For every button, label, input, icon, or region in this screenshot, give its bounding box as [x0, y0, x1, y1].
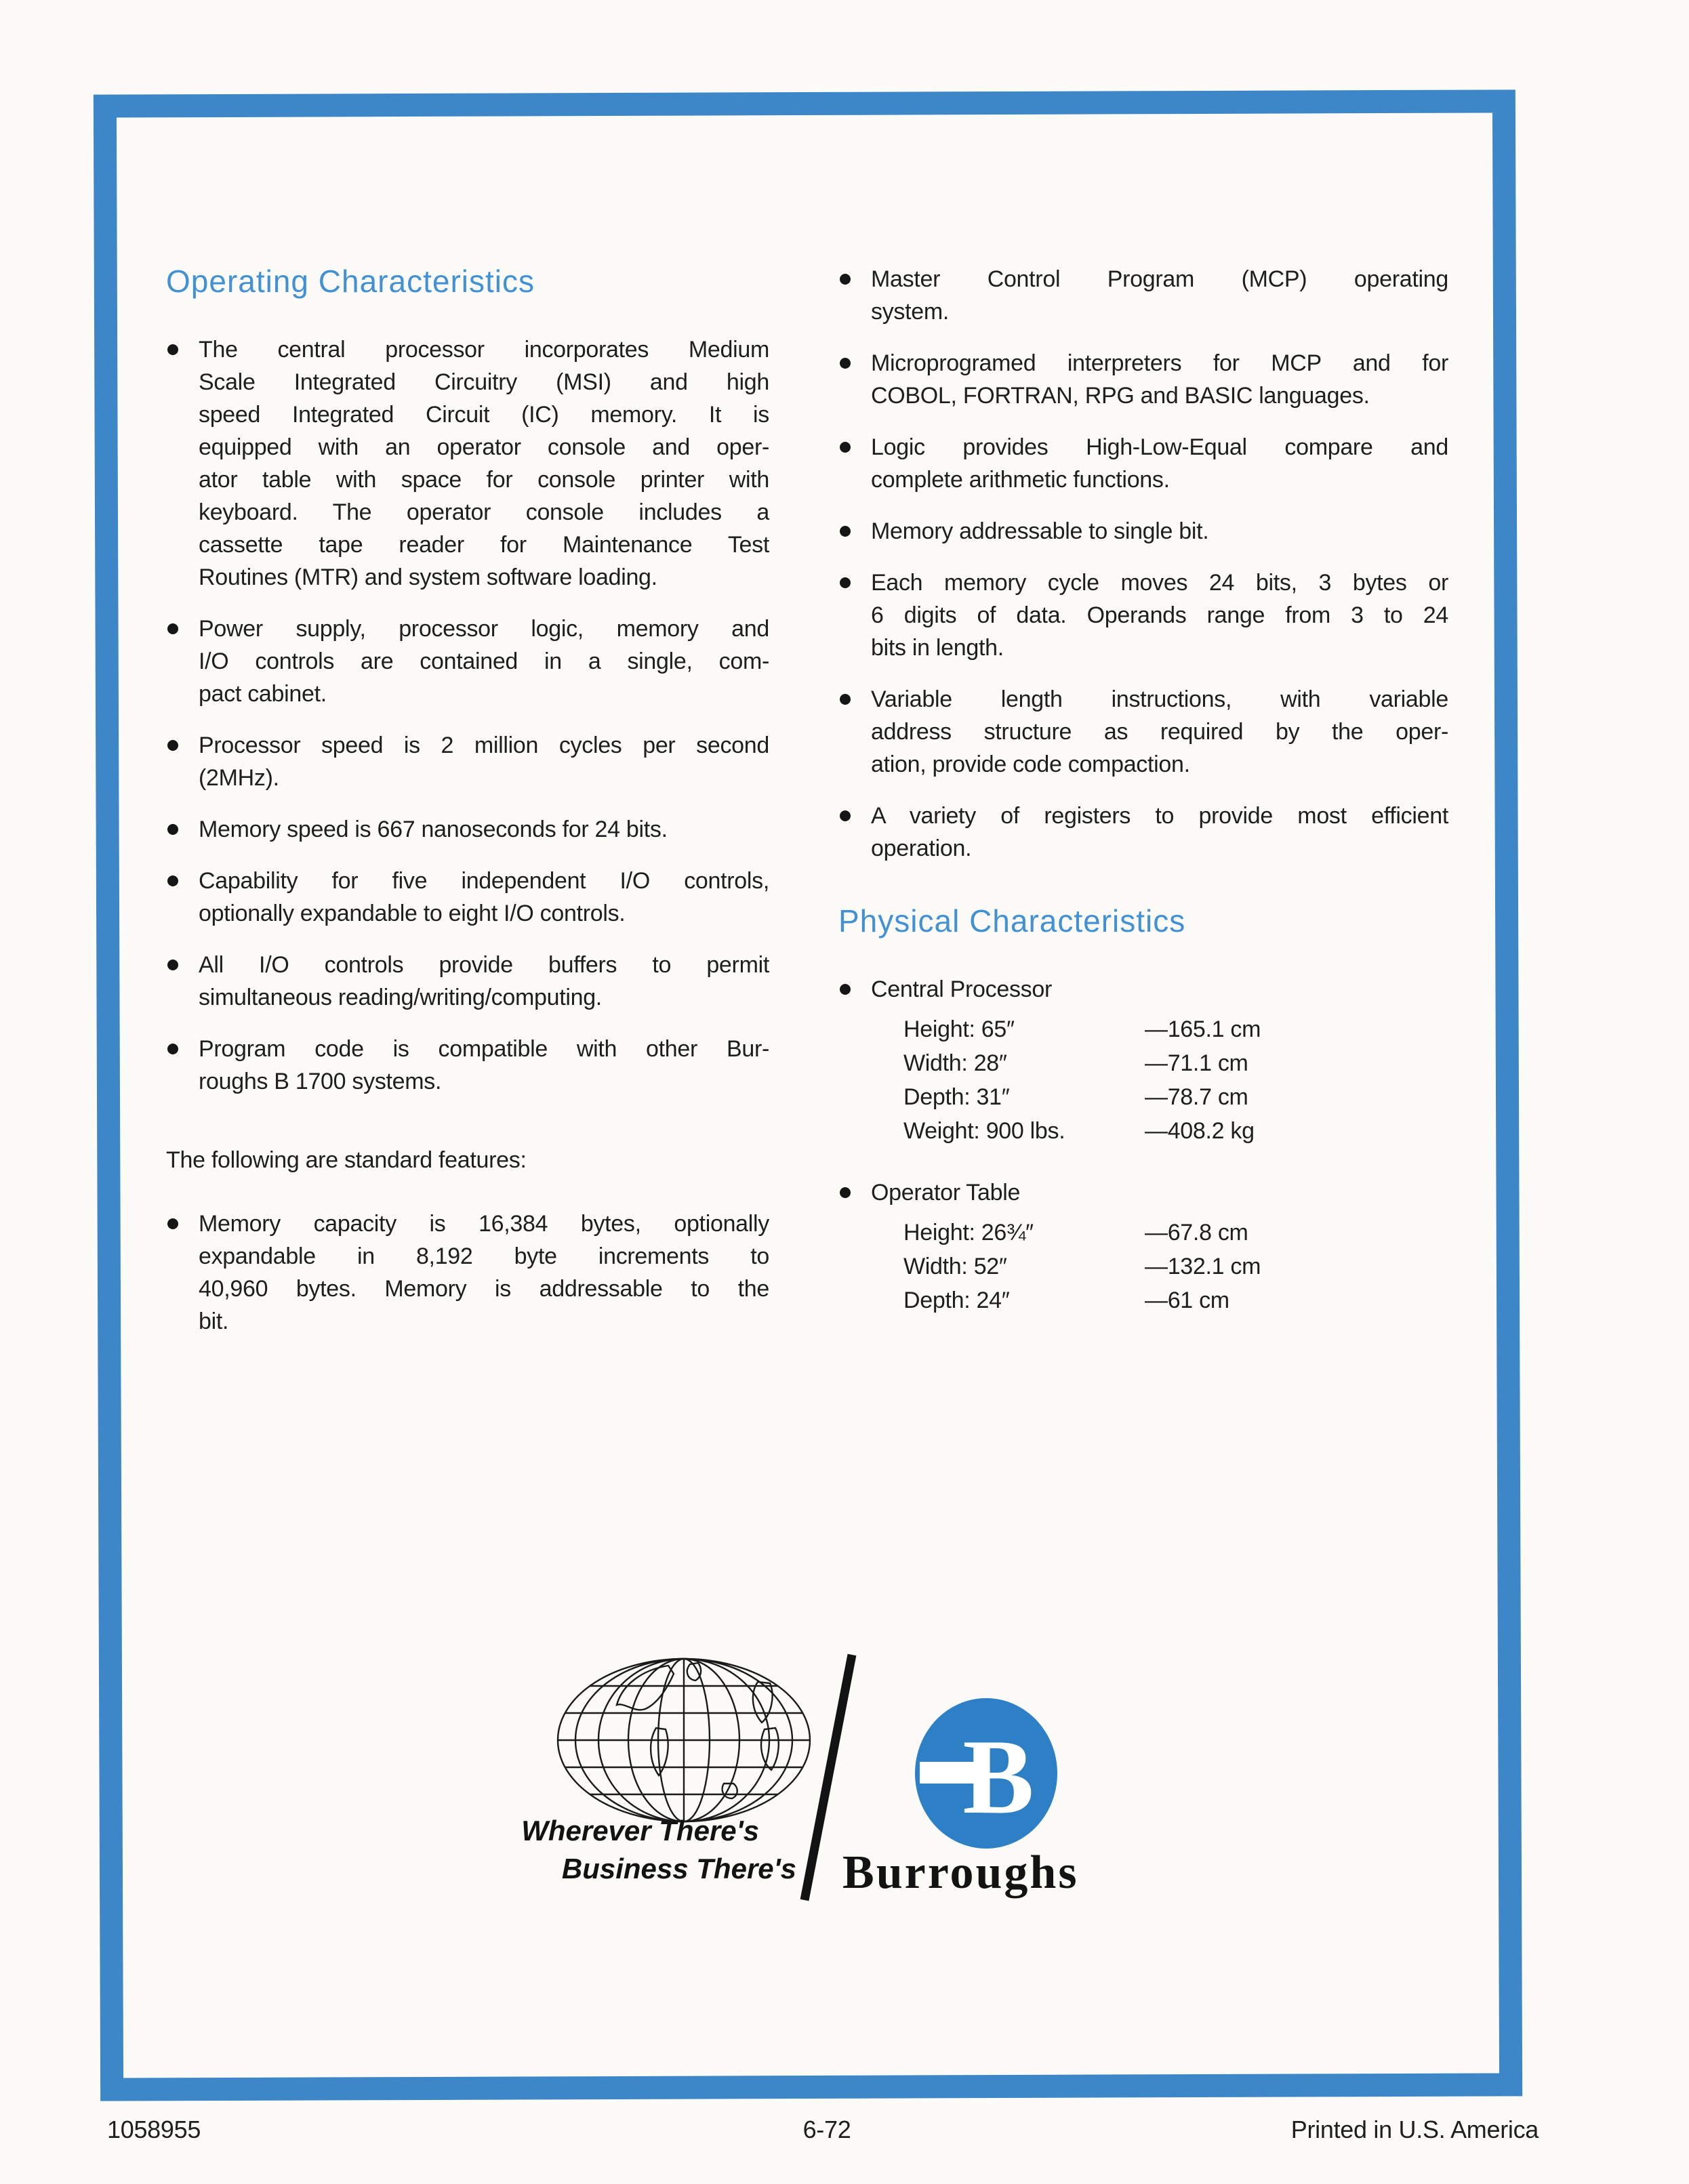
brand-wordmark: Burroughs — [842, 1847, 1079, 1899]
right-column — [838, 263, 1448, 1346]
bullet-item — [838, 431, 1448, 496]
bullet-dot — [167, 344, 178, 355]
spec-label: Depth: 24″ — [903, 1287, 1010, 1313]
bullet-dot — [167, 875, 178, 886]
bullet-dot — [840, 984, 851, 995]
bullet-item — [838, 347, 1448, 412]
bullet-text: Variable length instructions, with variable address structure as required by the oper- ation, provide code compaction. — [871, 686, 1448, 777]
bullet-item — [838, 800, 1448, 865]
footer-printed-note: Printed in U.S. America — [1290, 2116, 1539, 2143]
bullet-dot — [840, 442, 851, 453]
bullet-text: Microprogramed interpreters for MCP and for COBOL, FORTRAN, RPG and BASIC languages. — [871, 350, 1448, 409]
bullet-dot — [840, 358, 851, 369]
bullet-text: Memory speed is 667 nanoseconds for 24 bits. — [199, 817, 668, 842]
footer-doc-number: 1058955 — [107, 2116, 201, 2143]
spec-label: Height: 65″ — [903, 1016, 1015, 1042]
spec-label: Weight: 900 lbs. — [903, 1118, 1065, 1144]
spec-group-header — [838, 973, 1448, 1006]
bullet-item — [166, 865, 769, 930]
bullet-text: Memory capacity is 16,384 bytes, optionally expandable in 8,192 byte increments to 40,960 bytes. Memory is addressable to the bit. — [199, 1211, 769, 1334]
spec-row — [903, 1080, 1448, 1114]
monogram-letter: B — [962, 1718, 1034, 1836]
standard-features-bullet-list — [166, 1208, 769, 1338]
bullet-text: Program code is compatible with other Bur- roughs B 1700 systems. — [199, 1036, 769, 1094]
bullet-dot — [167, 1218, 178, 1229]
spec-metric-value: —67.8 cm — [1145, 1220, 1248, 1245]
bullet-text: A variety of registers to provide most efficient operation. — [871, 803, 1448, 861]
spec-metric-value: —165.1 cm — [1145, 1016, 1261, 1042]
bullet-text: Memory addressable to single bit. — [871, 518, 1209, 544]
tagline-line-2: Business There's — [561, 1853, 796, 1884]
operating-bullet-list — [166, 333, 769, 1098]
bullet-item — [166, 813, 769, 846]
spec-row — [903, 1114, 1448, 1148]
bullet-dot — [840, 274, 851, 285]
bullet-dot — [167, 824, 178, 835]
spec-label: Height: 26¾″ — [903, 1220, 1034, 1245]
spec-row — [903, 1250, 1448, 1283]
bullet-item — [838, 683, 1448, 781]
spec-label: Depth: 31″ — [903, 1084, 1010, 1110]
spec-metric-value: —78.7 cm — [1145, 1084, 1248, 1110]
spec-group-name: Central Processor — [871, 976, 1052, 1002]
spec-row — [903, 1283, 1448, 1317]
bullet-text: All I/O controls provide buffers to permit simultaneous reading/writing/computing. — [199, 952, 769, 1010]
bullet-item — [838, 566, 1448, 664]
bullet-item — [166, 1208, 769, 1338]
section-title-physical: Physical Characteristics — [838, 903, 1186, 939]
bullet-dot — [167, 740, 178, 751]
bullet-dot — [840, 526, 851, 537]
bullet-dot — [840, 810, 851, 821]
bullet-text: Processor speed is 2 million cycles per second (2MHz). — [199, 733, 769, 791]
bullet-item — [838, 515, 1448, 548]
left-column — [166, 263, 769, 1357]
spec-group-header — [838, 1176, 1448, 1209]
bullet-text: Each memory cycle moves 24 bits, 3 bytes or 6 digits of data. Operands range from 3 to 24 bits in length. — [871, 570, 1448, 661]
bullet-dot — [167, 1044, 178, 1054]
spec-central-processor — [838, 973, 1448, 1148]
spec-metric-value: —71.1 cm — [1145, 1050, 1248, 1076]
bullet-item — [166, 1033, 769, 1098]
bullet-item — [166, 333, 769, 594]
burroughs-b-icon — [914, 1697, 1058, 1849]
bullet-text: The central processor incorporates Medium Scale Integrated Circuitry (MSI) and high speed Integrated Circuit (IC) memory. It is equipped with an operator console and oper- ator table with space for console printer with keyboard. The operator console includes a cassette tape reader for Maintenance Test Routines (MTR) and system software loading. — [199, 337, 769, 590]
spec-label: Width: 52″ — [903, 1254, 1007, 1279]
spec-table — [838, 1216, 1448, 1317]
spec-label: Width: 28″ — [903, 1050, 1007, 1076]
bullet-text: Power supply, processor logic, memory and I/O controls are contained in a single, com- pact cabinet. — [199, 616, 769, 707]
spec-metric-value: —61 cm — [1145, 1287, 1229, 1313]
bullet-dot — [840, 694, 851, 705]
bullet-item — [166, 729, 769, 794]
globe-icon — [554, 1655, 813, 1826]
spec-metric-value: —132.1 cm — [1145, 1254, 1261, 1279]
bullet-dot — [167, 623, 178, 634]
standard-features-intro: The following are standard features: — [166, 1147, 527, 1173]
spec-table — [838, 1012, 1448, 1148]
highlights-bullet-list — [838, 263, 1448, 865]
bullet-item — [166, 613, 769, 710]
spec-row — [903, 1216, 1448, 1250]
spec-row — [903, 1046, 1448, 1080]
bullet-dot — [167, 960, 178, 970]
bullet-item — [166, 949, 769, 1014]
spec-row — [903, 1012, 1448, 1046]
bullet-item — [838, 263, 1448, 328]
spec-group-name: Operator Table — [871, 1180, 1021, 1206]
bullet-text: Logic provides High-Low-Equal compare and complete arithmetic functions. — [871, 434, 1448, 493]
bullet-text: Master Control Program (MCP) operating system. — [871, 266, 1448, 325]
footer-date-code: 6-72 — [802, 2116, 851, 2143]
tagline-line-1: Wherever There's — [521, 1815, 759, 1847]
spec-operator-table — [838, 1176, 1448, 1317]
spec-metric-value: —408.2 kg — [1145, 1118, 1255, 1144]
bullet-text: Capability for five independent I/O controls, optionally expandable to eight I/O controls. — [199, 868, 769, 926]
bullet-dot — [840, 577, 851, 588]
bullet-dot — [840, 1187, 851, 1198]
section-title-operating: Operating Characteristics — [166, 264, 535, 299]
